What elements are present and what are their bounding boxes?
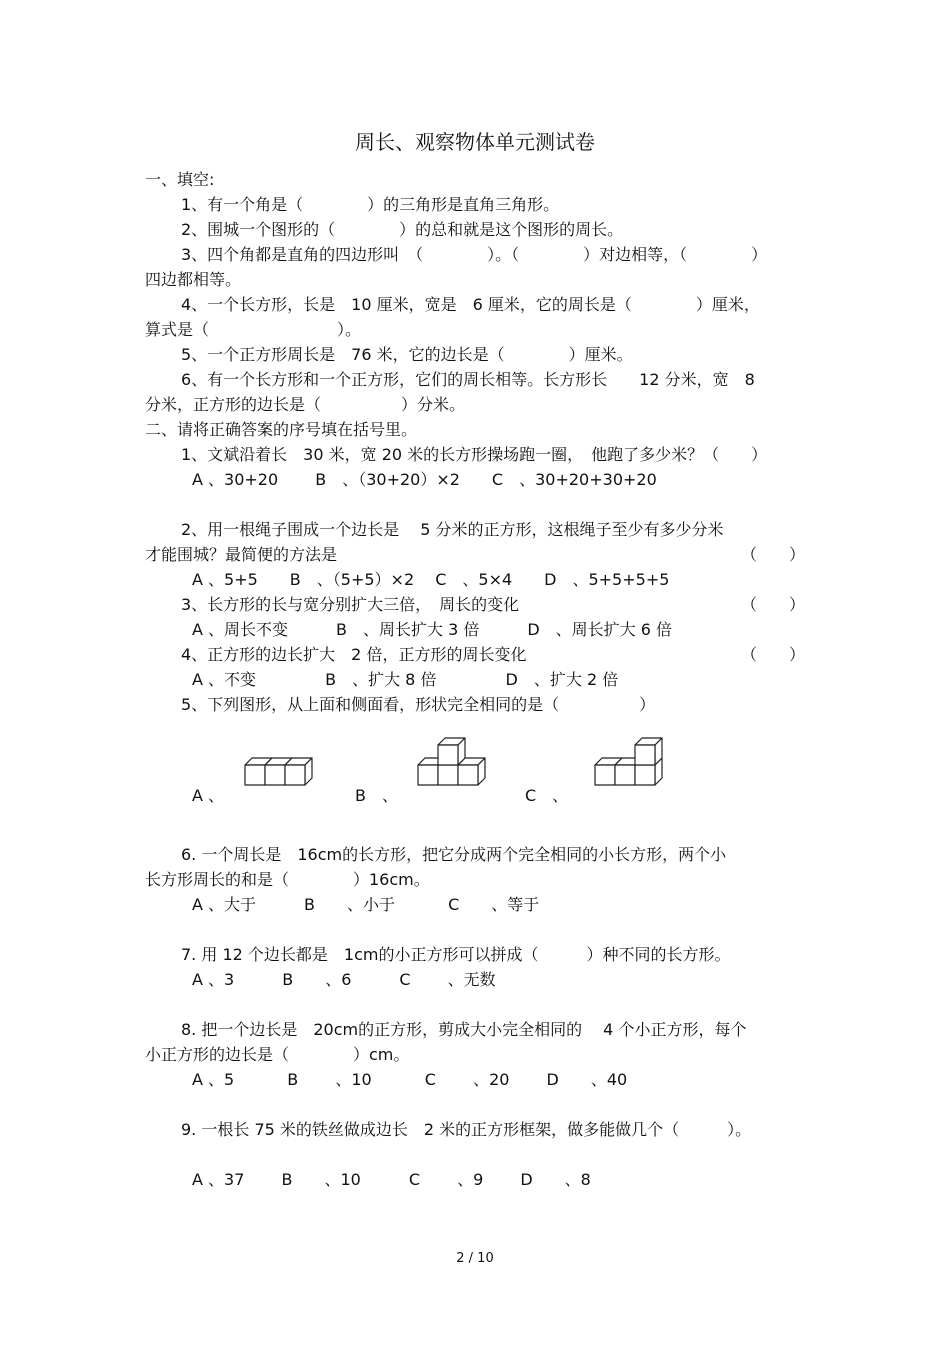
s2-q5-label-b: B 、 bbox=[355, 786, 398, 805]
s2-q4-bracket: （ ） bbox=[741, 645, 806, 664]
cube-face bbox=[595, 765, 615, 785]
section1-heading: 一、填空: bbox=[145, 170, 215, 189]
s2-q5-line1: 5、下列图形，从上面和侧面看，形状完全相同的是（ ） bbox=[181, 695, 656, 714]
s2-q1-line1: 1、文斌沿着长 30 米，宽 20 米的长方形操场跑一圈， 他跑了多少米？（ ） bbox=[181, 445, 768, 464]
s2-q3-options: A 、周长不变 B 、周长扩大 3 倍 D 、周长扩大 6 倍 bbox=[192, 620, 673, 639]
s2-q3-line1: 3、长方形的长与宽分别扩大三倍， 周长的变化 bbox=[181, 595, 520, 614]
cube-face bbox=[615, 765, 635, 785]
cube-figure-a bbox=[240, 745, 320, 790]
s2-q2-line1: 2、用一根绳子围成一个边长是 5 分米的正方形，这根绳子至少有多少分米 bbox=[181, 520, 724, 539]
s2-q6-options: A 、大于 B 、小于 C 、等于 bbox=[192, 895, 540, 914]
cube-face bbox=[438, 745, 458, 765]
s1-q2: 2、围城一个图形的（ ）的总和就是这个图形的周长。 bbox=[181, 220, 624, 239]
cube-face bbox=[635, 765, 655, 785]
s2-q4-options: A 、不变 B 、扩大 8 倍 D 、扩大 2 倍 bbox=[192, 670, 619, 689]
s2-q2-line2: 才能围城？最简便的方法是 bbox=[145, 545, 338, 564]
s1-q3-line1: 3、四个角都是直角的四边形叫 （ ）。（ ）对边相等，（ ） bbox=[181, 245, 768, 264]
s2-q6-line2: 长方形周长的和是（ ）16cm。 bbox=[145, 870, 430, 889]
page-title: 周长、观察物体单元测试卷 bbox=[355, 130, 595, 154]
s2-q6-line1: 6. 一个周长是 16cm的长方形，把它分成两个完全相同的小长方形，两个小 bbox=[181, 845, 727, 864]
cube-face bbox=[245, 765, 265, 785]
s2-q1-options: A 、30+20 B 、（30+20）×2 C 、30+20+30+20 bbox=[192, 470, 657, 489]
cube-face bbox=[438, 765, 458, 785]
s2-q3-bracket: （ ） bbox=[741, 595, 806, 614]
s1-q6-line1: 6、有一个长方形和一个正方形，它们的周长相等。长方形长 12 分米，宽 8 bbox=[181, 370, 755, 389]
s1-q6-line2: 分米，正方形的边长是（ ）分米。 bbox=[145, 395, 466, 414]
s1-q4-line1: 4、一个长方形，长是 10 厘米，宽是 6 厘米，它的周长是（ ）厘米， bbox=[181, 295, 760, 314]
s2-q7-options: A 、3 B 、6 C 、无数 bbox=[192, 970, 496, 989]
cube-face bbox=[285, 765, 305, 785]
s1-q4-line2: 算式是（ ）。 bbox=[145, 320, 362, 339]
s2-q9-options: A 、37 B 、10 C 、9 D 、8 bbox=[192, 1170, 591, 1189]
cube-face bbox=[418, 765, 438, 785]
section2-heading: 二、请将正确答案的序号填在括号里。 bbox=[145, 420, 418, 439]
cube-face bbox=[265, 765, 285, 785]
cube-face bbox=[635, 745, 655, 765]
cube-figure-c bbox=[590, 735, 665, 790]
s2-q8-line2: 小正方形的边长是（ ）cm。 bbox=[145, 1045, 410, 1064]
cube-figure-b bbox=[413, 735, 488, 790]
s2-q8-line1: 8. 把一个边长是 20cm的正方形，剪成大小完全相同的 4 个小正方形，每个 bbox=[181, 1020, 747, 1039]
cube-face bbox=[458, 765, 478, 785]
s2-q9-line1: 9. 一根长 75 米的铁丝做成边长 2 米的正方形框架，做多能做几个（ ）。 bbox=[181, 1120, 752, 1139]
s1-q3-line2: 四边都相等。 bbox=[145, 270, 242, 289]
s2-q2-options: A 、5+5 B 、（5+5）×2 C 、5×4 D 、5+5+5+5 bbox=[192, 570, 670, 589]
s1-q1: 1、有一个角是（ ）的三角形是直角三角形。 bbox=[181, 195, 560, 214]
s2-q4-line1: 4、正方形的边长扩大 2 倍，正方形的周长变化 bbox=[181, 645, 527, 664]
s2-q7-line1: 7. 用 12 个边长都是 1cm的小正方形可以拼成（ ）种不同的长方形。 bbox=[181, 945, 731, 964]
s2-q5-label-c: C 、 bbox=[525, 786, 569, 805]
s1-q5: 5、一个正方形周长是 76 米，它的边长是（ ）厘米。 bbox=[181, 345, 633, 364]
page-number: 2 / 10 bbox=[456, 1251, 494, 1266]
s2-q2-bracket: （ ） bbox=[741, 545, 806, 564]
s2-q8-options: A 、5 B 、10 C 、20 D 、40 bbox=[192, 1070, 628, 1089]
s2-q5-label-a: A 、 bbox=[192, 786, 225, 805]
